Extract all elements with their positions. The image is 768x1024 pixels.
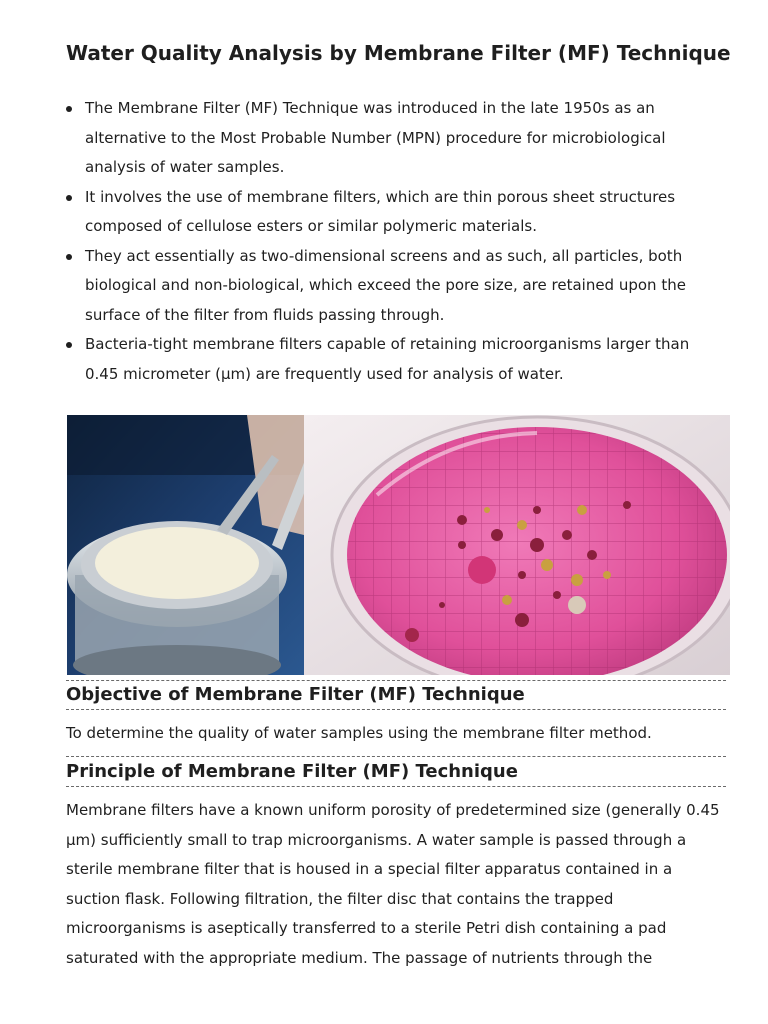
bullet-item [66,94,716,183]
section-divider [66,756,726,757]
bullet-dot-icon [66,254,72,260]
membrane-filter-photo [67,415,730,675]
petri-dish-colonies-image [304,415,730,675]
section-divider [66,680,726,681]
bullet-dot-icon [66,106,72,112]
principle-heading: Principle of Membrane Filter (MF) Technique [66,761,518,782]
bullet-dot-icon [66,342,72,348]
bullet-item [66,242,716,331]
objective-heading: Objective of Membrane Filter (MF) Technique [66,684,525,705]
section-divider [66,786,726,787]
principle-text: Membrane filters have a known uniform porosity of predetermined size (generally 0.45 µm) sufficiently small to trap microorganisms. A water sample is passed through a sterile membrane filter that is housed in a special filter apparatus contained in a suction flask. Following filtration, the filter disc that contains the trapped microorganisms is aseptically transferred to a sterile Petri dish containing a pad saturated with the appropriate medium. The passage of nutrients through the [66,801,720,967]
section-divider [66,709,726,710]
bullet-dot-icon [66,195,72,201]
bullet-text: The Membrane Filter (MF) Technique was introduced in the late 1950s as an alternative to the Most Probable Number (MPN) procedure for microbiological analysis of water samples. [85,99,666,176]
bullet-text: Bacteria-tight membrane filters capable of retaining microorganisms larger than 0.45 micrometer (µm) are frequently used for analysis of water. [85,335,690,383]
filter-apparatus-image [67,415,317,675]
objective-text: To determine the quality of water samples using the membrane filter method. [66,724,652,742]
intro-bullet-list [66,94,716,389]
bullet-text: It involves the use of membrane filters, which are thin porous sheet structures composed of cellulose esters or similar polymeric materials. [85,187,676,235]
bullet-item [66,330,716,389]
page-title: Water Quality Analysis by Membrane Filter (MF) Technique [66,41,731,65]
bullet-item [66,183,716,242]
bullet-text: They act essentially as two-dimensional screens and as such, all particles, both biological and non-biological, which exceed the pore size, are retained upon the surface of the filter from fluids passing through. [85,246,686,324]
